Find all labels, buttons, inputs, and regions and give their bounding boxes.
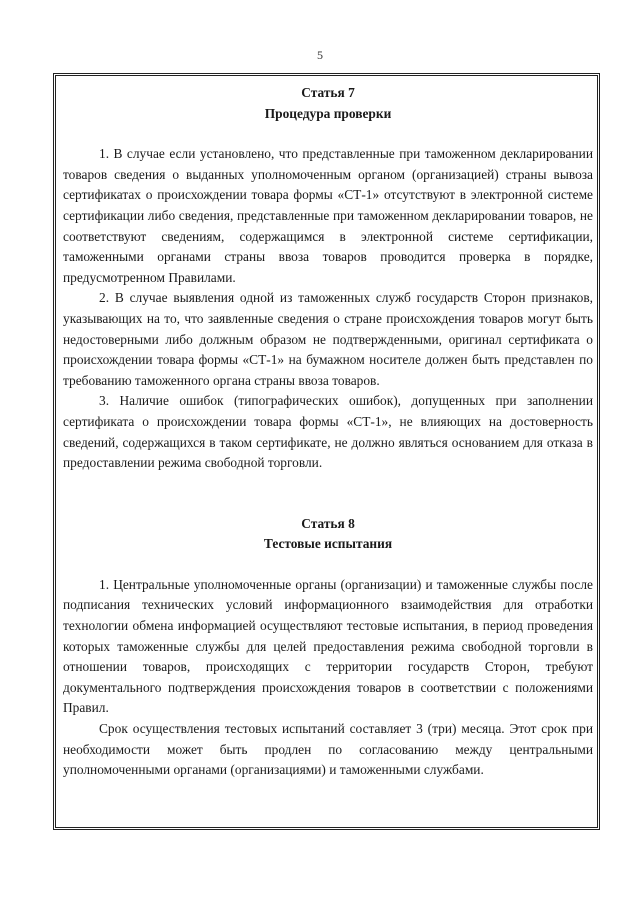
article-8-paragraph-1: 1. Центральные уполномоченные органы (организации) и таможенные службы после подписания технических условий информационного взаимодействия для отработки технологии обмена информацией осуществляют тестовые испытания, в период проведения которых таможенные службы для целей предоставления режима свободной торговли в отношении товаров, происходящих с территории государств Сторон, требуют документального подтверждения происхождения товаров в соответствии с положениями Правил. [63, 576, 593, 716]
spacer [63, 474, 593, 514]
document-body [63, 83, 593, 781]
article-8-subtitle: Тестовые испытания [263, 536, 393, 552]
article-8-paragraph-2: Срок осуществления тестовых испытаний составляет 3 (три) месяца. Этот срок при необходимости может быть продлен по согласованию между центральными уполномоченными органами (организациями) и таможенными службами. [63, 721, 593, 778]
article-7-subtitle: Процедура проверки [264, 105, 392, 121]
article-7-paragraph-1: 1. В случае если установлено, что представленные при таможенном декларировании товаров сведения о выданных уполномоченным органом (организацией) страны вывоза сертификатах о происхождении товара формы «СТ-1» отсутствуют в электронной системе сертификации либо сведения, представленные при таможенном декларировании товаров, не соответствуют сведениям, содержащимся в электронной системе сертификации, таможенными органами страны ввоза товаров проводится проверка в порядке, предусмотренном Правилами. [63, 146, 593, 285]
spacer [63, 124, 593, 144]
page-number: 5 [317, 48, 323, 62]
article-7-paragraph-2: 2. В случае выявления одной из таможенных служб государств Сторон признаков, указывающих на то, что заявленные сведения о стране происхождения товаров могут быть недостоверными либо должным образом не подтвержденными, оригинал сертификата о происхождении товара формы «СТ-1» на бумажном носителе должен быть представлен по требованию таможенного органа страны ввоза товаров. [63, 290, 593, 388]
spacer [63, 555, 593, 575]
article-8-title: Статья 8 [301, 515, 355, 531]
article-7-paragraph-3: 3. Наличие ошибок (типографических ошибок), допущенных при заполнении сертификата о происхождении товара формы «СТ-1», не влияющих на достоверность сведений, содержащихся в таком сертификате, не должно являться основанием для отказа в предоставлении режима свободной торговли. [63, 393, 593, 471]
article-7-title: Статья 7 [301, 85, 355, 100]
